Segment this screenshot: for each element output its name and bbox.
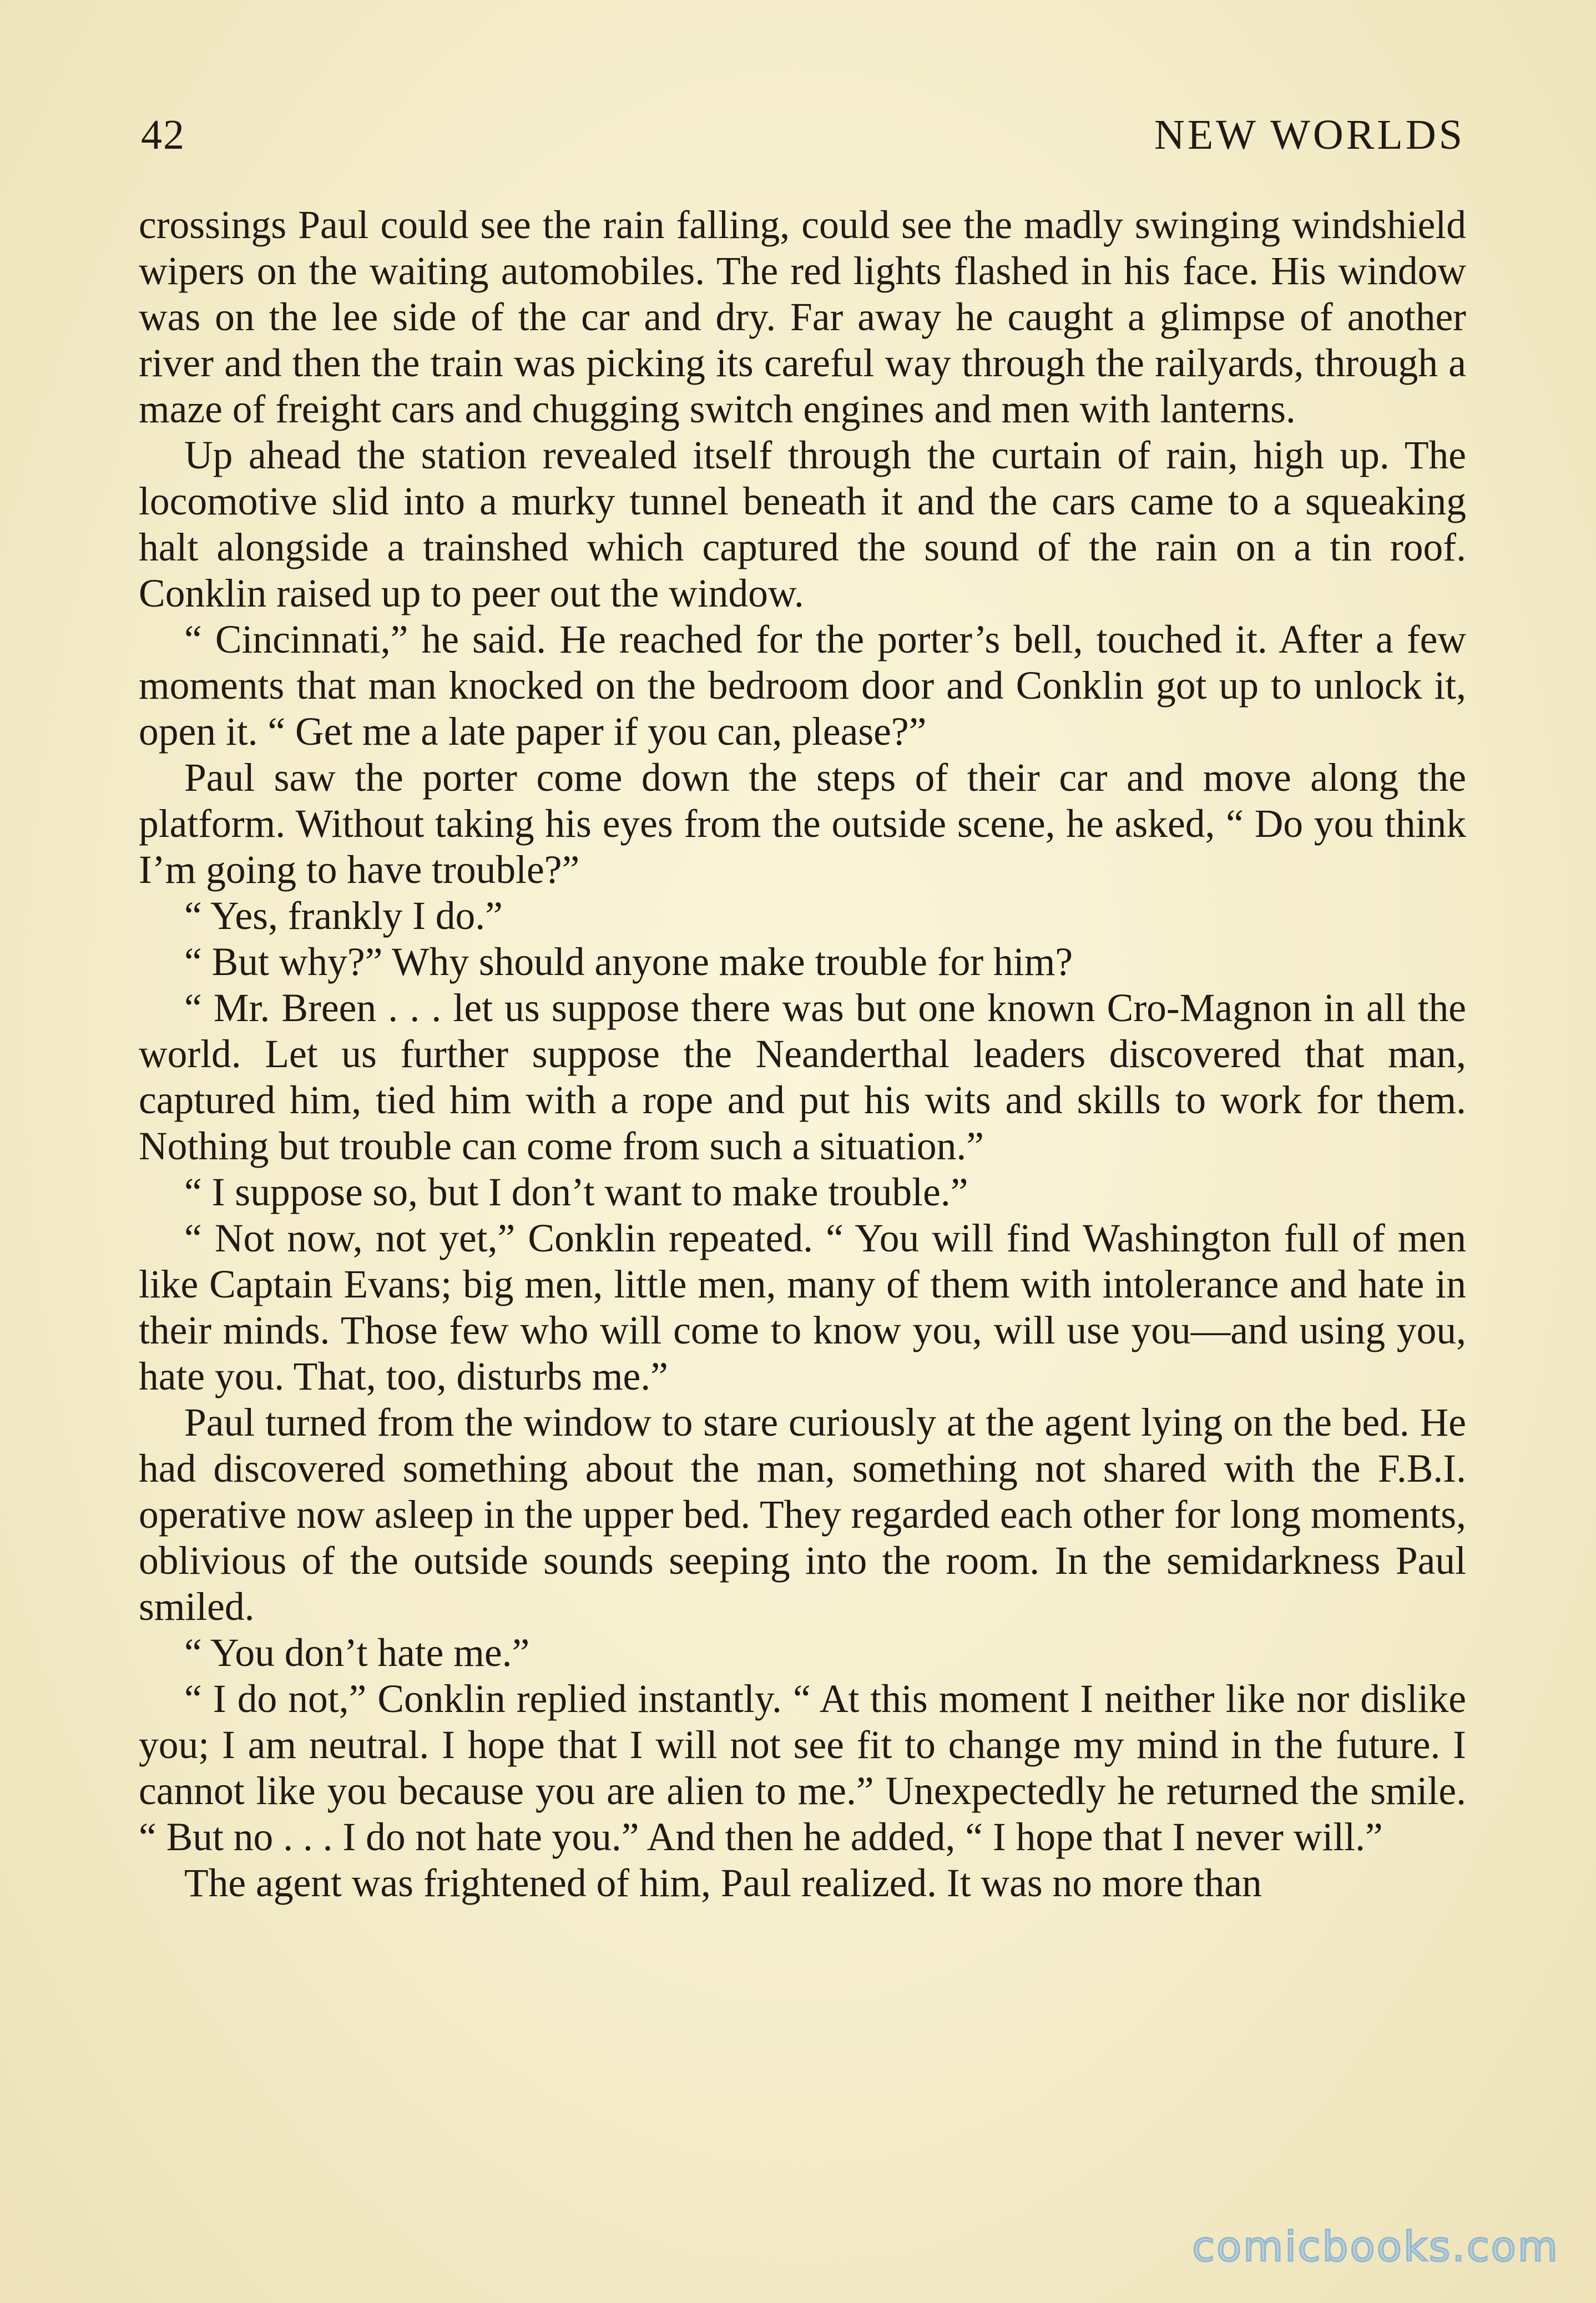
paragraph: crossings Paul could see the rain falling, could see the madly swinging windshield wipers on the waiting automobiles. The red lights flashed in his face. His window was on the lee side of the car and dry. Far away he caught a glimpse of another river and then the train was picking its careful way through the railyards, through a maze of freight cars and chugging switch engines and men with lanterns. [139,203,1466,431]
paragraph: “ Not now, not yet,” Conklin repeated. “ You will find Washington full of men like Captain Evans; big men, little men, many of them with intolerance and hate in their minds. Those few who will come to know you, will use you—and using you, hate you. That, too, disturbs me.” [139,1216,1466,1398]
body-text [139,202,1466,1906]
paragraph: “ Mr. Breen . . . let us suppose there was but one known Cro-Magnon in all the world. Let us further suppose the Neanderthal leaders discovered that man, captured him, tied him with a rope and put his wits and skills to work for them. Nothing but trouble can come from such a situation.” [139,986,1466,1168]
paragraph: Paul saw the porter come down the steps of their car and move along the platform. Without taking his eyes from the outside scene, he asked, “ Do you think I’m going to have trouble?” [139,756,1466,892]
watermark: comicbooks.com [1192,2223,1559,2271]
paragraph: “ You don’t hate me.” [184,1631,530,1675]
paragraph: “ Cincinnati,” he said. He reached for the porter’s bell, touched it. After a few moments that man knocked on the bedroom door and Conklin got up to unlock it, open it. “ Get me a late paper if you can, please?” [139,618,1466,754]
paragraph: Up ahead the station revealed itself through the curtain of rain, high up. The locomotive slid into a murky tunnel beneath it and the cars came to a squeaking halt alongside a trainshed which captured the sound of the rain on a tin roof. Conklin raised up to peer out the window. [139,433,1466,615]
paragraph: The agent was frightened of him, Paul realized. It was no more than [184,1861,1262,1905]
paragraph: “ I do not,” Conklin replied instantly. “ At this moment I neither like nor dislike you; I am neutral. I hope that I will not see fit to change my mind in the future. I cannot like you because you are alien to me.” Unexpectedly he returned the smile. “ But no . . . I do not hate you.” And then he added, “ I hope that I never will.” [139,1677,1466,1859]
running-title: NEW WORLDS [1154,112,1465,158]
page-number: 42 [141,112,185,158]
page-header [141,111,1465,161]
paragraph: “ But why?” Why should anyone make trouble for him? [184,940,1073,984]
paragraph: “ I suppose so, but I don’t want to make trouble.” [184,1170,968,1214]
paragraph: “ Yes, frankly I do.” [184,894,503,938]
paragraph: Paul turned from the window to stare curiously at the agent lying on the bed. He had discovered something about the man, something not shared with the F.B.I. operative now asleep in the upper bed. They regarded each other for long moments, oblivious of the outside sounds seeping into the room. In the semidarkness Paul smiled. [139,1401,1466,1629]
